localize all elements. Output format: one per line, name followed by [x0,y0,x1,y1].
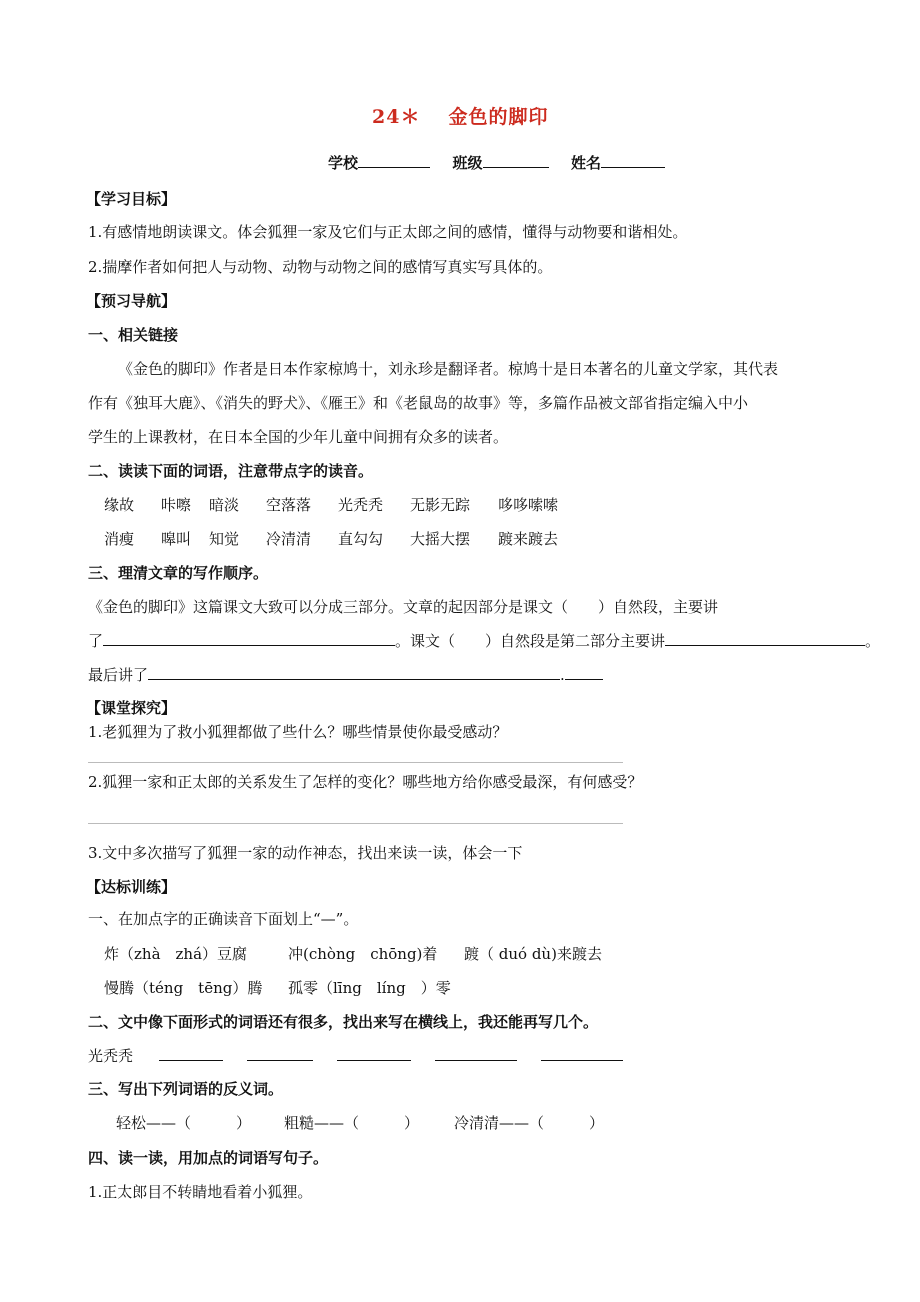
goal-2: 2.揣摩作者如何把人与动物、动物与动物之间的感情写真实写具体的。 [88,258,553,276]
part-2-heading: 二、文中像下面形式的词语还有很多，找出来写在横线上，我还能再写几个。 [88,1013,599,1031]
page-title [372,102,548,129]
answer-blank[interactable] [103,631,395,646]
answer-blank[interactable] [148,665,560,680]
answer-blank[interactable] [565,665,603,680]
answer-line[interactable] [88,823,623,824]
section-1-heading: 一、相关链接 [88,326,179,344]
word: 直勾勾 [338,530,384,548]
link-line-3: 学生的上课教材，在日本全国的少年儿童中间拥有众多的读者。 [88,428,509,446]
training-heading: 【达标训练】 [86,878,177,896]
order-line-3 [88,664,603,685]
pinyin-row-1 [104,943,602,964]
explore-q3: 3.文中多次描写了狐狸一家的动作神态，找出来读一读，体会一下 [88,844,523,862]
antonym-item: 冷清清——（ ） [454,1114,605,1132]
word-row-1 [104,494,558,515]
name-field[interactable] [601,153,665,168]
order-line-1: 《金色的脚印》这篇课文大致可以分成三部分。文章的起因部分是课文（ ）自然段，主要讲 [88,598,719,616]
section-2-heading: 二、读读下面的词语，注意带点字的读音。 [88,462,374,480]
part-4-heading: 四、读一读，用加点的词语写句子。 [88,1149,329,1167]
word: 无影无踪 [410,496,471,514]
link-line-1: 《金色的脚印》作者是日本作家椋鸠十，刘永珍是翻译者。椋鸠十是日本著名的儿童文学家，其代表 [118,360,779,378]
link-line-2: 作有《独耳大鹿》、《消失的野犬》、《雁王》和《老鼠岛的故事》等，多篇作品被文部省指定编入中小 [88,394,749,412]
word-row-2 [104,528,558,549]
order-line-2 [88,630,880,651]
order-text: 最后讲了 [88,666,149,684]
word: 光秃秃 [338,496,384,514]
similar-words-row [88,1045,623,1066]
pinyin-item: 冲(chòng chōng)着 [288,945,438,963]
word: 大摇大摆 [410,530,471,548]
pinyin-row-2 [104,977,451,998]
word: 空落落 [266,496,312,514]
part-3-heading: 三、写出下列词语的反义词。 [88,1080,284,1098]
goals-heading: 【学习目标】 [86,190,177,208]
preview-heading: 【预习导航】 [86,292,177,310]
class-field[interactable] [483,153,549,168]
antonym-item: 轻松——（ ） [116,1114,252,1132]
pinyin-item: 慢腾（téng tēng）腾 [104,979,263,997]
word-blank[interactable] [159,1046,223,1061]
word: 缘故 [104,496,135,514]
word: 踱来踱去 [498,530,559,548]
example-word: 光秃秃 [88,1047,134,1065]
pinyin-item: 踱（ duó dù)来踱去 [464,945,602,963]
lesson-number: 24＊ [372,106,421,128]
word-blank[interactable] [337,1046,411,1061]
answer-line[interactable] [88,762,623,763]
order-text: 。 [865,632,881,650]
student-info [328,152,665,173]
explore-q2: 2.狐狸一家和正太郎的关系发生了怎样的变化？哪些地方给你感受最深，有何感受？ [88,773,643,791]
word: 冷清清 [266,530,312,548]
word: 哆哆嗦嗦 [498,496,559,514]
part-1-heading: 一、在加点字的正确读音下面划上“—”。 [88,910,359,928]
word-blank[interactable] [247,1046,313,1061]
section-3-heading: 三、理清文章的写作顺序。 [88,564,269,582]
order-text: 了 [88,632,104,650]
word: 嗥叫 [161,530,192,548]
pinyin-item: 炸（zhà zhá）豆腐 [104,945,248,963]
lesson-title: 金色的脚印 [448,106,549,128]
word: 知觉 [209,530,240,548]
explore-q1: 1.老狐狸为了救小狐狸都做了些什么？哪些情景使你最受感动？ [88,723,508,741]
answer-blank[interactable] [665,631,865,646]
school-label: 学校 [328,154,359,172]
name-label: 姓名 [570,154,601,172]
school-field[interactable] [358,153,430,168]
word-blank[interactable] [435,1046,517,1061]
antonym-row [116,1112,604,1133]
word-blank[interactable] [541,1046,623,1061]
order-text: . [560,666,565,684]
order-text: 。课文（ ）自然段是第二部分主要讲 [395,632,666,650]
word: 咔嚓 [161,496,192,514]
explore-heading: 【课堂探究】 [86,699,177,717]
word: 暗淡 [209,496,240,514]
word: 消瘦 [104,530,135,548]
pinyin-item: 孤零（līng líng ）零 [288,979,451,997]
class-label: 班级 [452,154,483,172]
antonym-item: 粗糙——（ ） [284,1114,420,1132]
goal-1: 1.有感情地朗读课文。体会狐狸一家及它们与正太郎之间的感情，懂得与动物要和谐相处。 [88,223,688,241]
sentence-q1: 1.正太郎目不转睛地看着小狐狸。 [88,1183,313,1201]
